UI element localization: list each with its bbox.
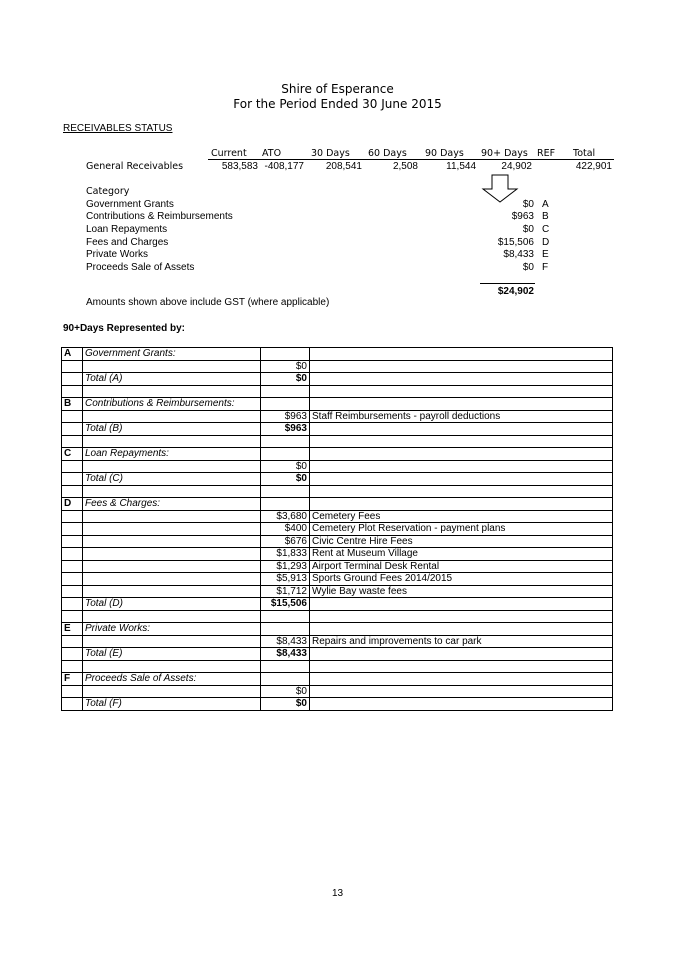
- table-row: [62, 685, 613, 698]
- line-description: Cemetery Plot Reservation - payment plans: [310, 523, 613, 536]
- label-cell: [83, 585, 261, 598]
- line-amount: $1,712: [261, 585, 310, 598]
- category-total: $24,902: [497, 286, 534, 297]
- table-row: [62, 585, 613, 598]
- letter-cell: [62, 523, 83, 536]
- letter-cell: [62, 585, 83, 598]
- group-total-row: [62, 598, 613, 611]
- section-title: RECEIVABLES STATUS: [63, 123, 173, 134]
- label-cell: [83, 660, 261, 673]
- group-header-row: [62, 498, 613, 511]
- col-30days: 30 Days: [311, 148, 350, 159]
- category-label: Private Works: [86, 249, 149, 260]
- line-amount: $8,433: [261, 635, 310, 648]
- amount-cell: [261, 660, 310, 673]
- group-letter: A: [62, 348, 83, 361]
- description-cell: [310, 673, 613, 686]
- val-total: 422,901: [575, 161, 612, 172]
- line-amount: $0: [261, 685, 310, 698]
- line-amount: $1,833: [261, 548, 310, 561]
- line-description: [310, 685, 613, 698]
- gst-note: Amounts shown above include GST (where applicable): [86, 297, 330, 308]
- letter-cell: [62, 510, 83, 523]
- line-amount: $0: [261, 360, 310, 373]
- amount-cell: [261, 673, 310, 686]
- col-90days: 90 Days: [425, 148, 464, 159]
- group-header-row: [62, 348, 613, 361]
- category-amount: $0: [522, 262, 534, 273]
- label-cell: [83, 510, 261, 523]
- group-letter: E: [62, 623, 83, 636]
- line-amount: $0: [261, 460, 310, 473]
- group-letter: B: [62, 398, 83, 411]
- amount-cell: [261, 398, 310, 411]
- group-total: $8,433: [261, 648, 310, 661]
- description-cell: [310, 498, 613, 511]
- letter-cell: [62, 535, 83, 548]
- description-cell: [310, 610, 613, 623]
- group-total-label: Total (E): [83, 648, 261, 661]
- category-ref: A: [542, 199, 549, 210]
- amount-cell: [261, 623, 310, 636]
- description-cell: [310, 373, 613, 386]
- col-60days: 60 Days: [368, 148, 407, 159]
- table-row: [62, 560, 613, 573]
- val-90days: 11,544: [446, 161, 476, 172]
- represented-heading: 90+Days Represented by:: [63, 323, 186, 334]
- group-total: $0: [261, 698, 310, 711]
- letter-cell: [62, 635, 83, 648]
- group-title: Government Grants:: [83, 348, 261, 361]
- line-description: Rent at Museum Village: [310, 548, 613, 561]
- description-cell: [310, 473, 613, 486]
- spacer-row: [62, 385, 613, 398]
- category-ref: E: [542, 249, 549, 260]
- group-total: $0: [261, 473, 310, 486]
- group-total: $15,506: [261, 598, 310, 611]
- label-cell: [83, 485, 261, 498]
- group-header-row: [62, 623, 613, 636]
- line-description: Cemetery Fees: [310, 510, 613, 523]
- letter-cell: [62, 560, 83, 573]
- label-cell: [83, 560, 261, 573]
- category-label: Fees and Charges: [86, 237, 169, 248]
- description-cell: [310, 485, 613, 498]
- val-60days: 2,508: [392, 161, 418, 172]
- group-header-row: [62, 673, 613, 686]
- category-amount: $15,506: [497, 237, 534, 248]
- group-title: Contributions & Reimbursements:: [83, 398, 261, 411]
- group-total-row: [62, 698, 613, 711]
- description-cell: [310, 448, 613, 461]
- table-row: [62, 410, 613, 423]
- line-description: Staff Reimbursements - payroll deductions: [310, 410, 613, 423]
- breakdown-table: [61, 347, 613, 711]
- group-total: $963: [261, 423, 310, 436]
- group-total-row: [62, 473, 613, 486]
- category-amount: $0: [522, 224, 534, 235]
- letter-cell: [62, 360, 83, 373]
- val-ato: -408,177: [264, 161, 304, 172]
- category-label: Loan Repayments: [86, 224, 168, 235]
- description-cell: [310, 385, 613, 398]
- line-description: [310, 360, 613, 373]
- spacer-row: [62, 660, 613, 673]
- line-amount: $963: [261, 410, 310, 423]
- group-total-label: Total (D): [83, 598, 261, 611]
- category-heading: Category: [86, 186, 130, 197]
- col-total: Total: [573, 148, 596, 159]
- group-letter: F: [62, 673, 83, 686]
- label-cell: [83, 685, 261, 698]
- val-30days: 208,541: [325, 161, 362, 172]
- line-description: Civic Centre Hire Fees: [310, 535, 613, 548]
- page-number: 13: [331, 888, 344, 899]
- label-cell: [83, 523, 261, 536]
- label-cell: [83, 573, 261, 586]
- description-cell: [310, 648, 613, 661]
- label-cell: [83, 385, 261, 398]
- group-title: Fees & Charges:: [83, 498, 261, 511]
- category-label: Government Grants: [86, 199, 174, 210]
- label-cell: [83, 435, 261, 448]
- letter-cell: [62, 660, 83, 673]
- amount-cell: [261, 435, 310, 448]
- letter-cell: [62, 385, 83, 398]
- letter-cell: [62, 610, 83, 623]
- spacer-row: [62, 485, 613, 498]
- table-row: [62, 635, 613, 648]
- label-cell: [83, 410, 261, 423]
- description-cell: [310, 623, 613, 636]
- line-amount: $1,293: [261, 560, 310, 573]
- total-rule: [480, 283, 535, 284]
- group-total-label: Total (C): [83, 473, 261, 486]
- label-cell: [83, 548, 261, 561]
- table-row: [62, 360, 613, 373]
- category-ref: D: [542, 237, 550, 248]
- table-row: [62, 460, 613, 473]
- letter-cell: [62, 435, 83, 448]
- category-amount: $963: [511, 211, 534, 222]
- category-label: Proceeds Sale of Assets: [86, 262, 195, 273]
- spacer-row: [62, 435, 613, 448]
- amount-cell: [261, 448, 310, 461]
- category-ref: F: [542, 262, 549, 273]
- group-total: $0: [261, 373, 310, 386]
- category-ref: B: [542, 211, 549, 222]
- line-amount: $400: [261, 523, 310, 536]
- label-cell: [83, 535, 261, 548]
- group-total-label: Total (F): [83, 698, 261, 711]
- group-total-row: [62, 648, 613, 661]
- letter-cell: [62, 598, 83, 611]
- col-90plus: 90+ Days: [481, 148, 528, 159]
- amount-cell: [261, 348, 310, 361]
- group-total-row: [62, 423, 613, 436]
- group-letter: C: [62, 448, 83, 461]
- letter-cell: [62, 473, 83, 486]
- line-amount: $676: [261, 535, 310, 548]
- category-label: Contributions & Reimbursements: [86, 211, 233, 222]
- letter-cell: [62, 698, 83, 711]
- table-row: [62, 510, 613, 523]
- row-label: General Receivables: [86, 161, 184, 172]
- description-cell: [310, 435, 613, 448]
- group-title: Private Works:: [83, 623, 261, 636]
- group-total-label: Total (B): [83, 423, 261, 436]
- amount-cell: [261, 385, 310, 398]
- line-description: Wylie Bay waste fees: [310, 585, 613, 598]
- letter-cell: [62, 423, 83, 436]
- col-current: Current: [211, 148, 247, 159]
- val-90plus: 24,902: [501, 161, 532, 172]
- label-cell: [83, 610, 261, 623]
- amount-cell: [261, 485, 310, 498]
- description-cell: [310, 348, 613, 361]
- category-amount: $8,433: [503, 249, 534, 260]
- category-amount: $0: [522, 199, 534, 210]
- description-cell: [310, 598, 613, 611]
- letter-cell: [62, 548, 83, 561]
- label-cell: [83, 460, 261, 473]
- line-description: [310, 460, 613, 473]
- letter-cell: [62, 373, 83, 386]
- group-title: Loan Repayments:: [83, 448, 261, 461]
- amount-cell: [261, 498, 310, 511]
- report-period: For the Period Ended 30 June 2015: [233, 97, 442, 111]
- line-description: Airport Terminal Desk Rental: [310, 560, 613, 573]
- table-row: [62, 523, 613, 536]
- line-amount: $3,680: [261, 510, 310, 523]
- line-description: Repairs and improvements to car park: [310, 635, 613, 648]
- description-cell: [310, 660, 613, 673]
- group-total-row: [62, 373, 613, 386]
- label-cell: [83, 360, 261, 373]
- letter-cell: [62, 573, 83, 586]
- label-cell: [83, 635, 261, 648]
- table-row: [62, 548, 613, 561]
- spacer-row: [62, 610, 613, 623]
- description-cell: [310, 698, 613, 711]
- group-header-row: [62, 448, 613, 461]
- header-rule: [208, 159, 614, 160]
- col-ato: ATO: [262, 148, 282, 159]
- report-title: Shire of Esperance: [281, 82, 394, 96]
- amount-cell: [261, 610, 310, 623]
- line-description: Sports Ground Fees 2014/2015: [310, 573, 613, 586]
- letter-cell: [62, 648, 83, 661]
- description-cell: [310, 398, 613, 411]
- letter-cell: [62, 410, 83, 423]
- letter-cell: [62, 485, 83, 498]
- table-row: [62, 573, 613, 586]
- group-header-row: [62, 398, 613, 411]
- col-ref: REF: [537, 148, 556, 159]
- table-row: [62, 535, 613, 548]
- category-ref: C: [542, 224, 550, 235]
- letter-cell: [62, 685, 83, 698]
- line-amount: $5,913: [261, 573, 310, 586]
- letter-cell: [62, 460, 83, 473]
- val-current: 583,583: [221, 161, 258, 172]
- group-letter: D: [62, 498, 83, 511]
- group-title: Proceeds Sale of Assets:: [83, 673, 261, 686]
- description-cell: [310, 423, 613, 436]
- group-total-label: Total (A): [83, 373, 261, 386]
